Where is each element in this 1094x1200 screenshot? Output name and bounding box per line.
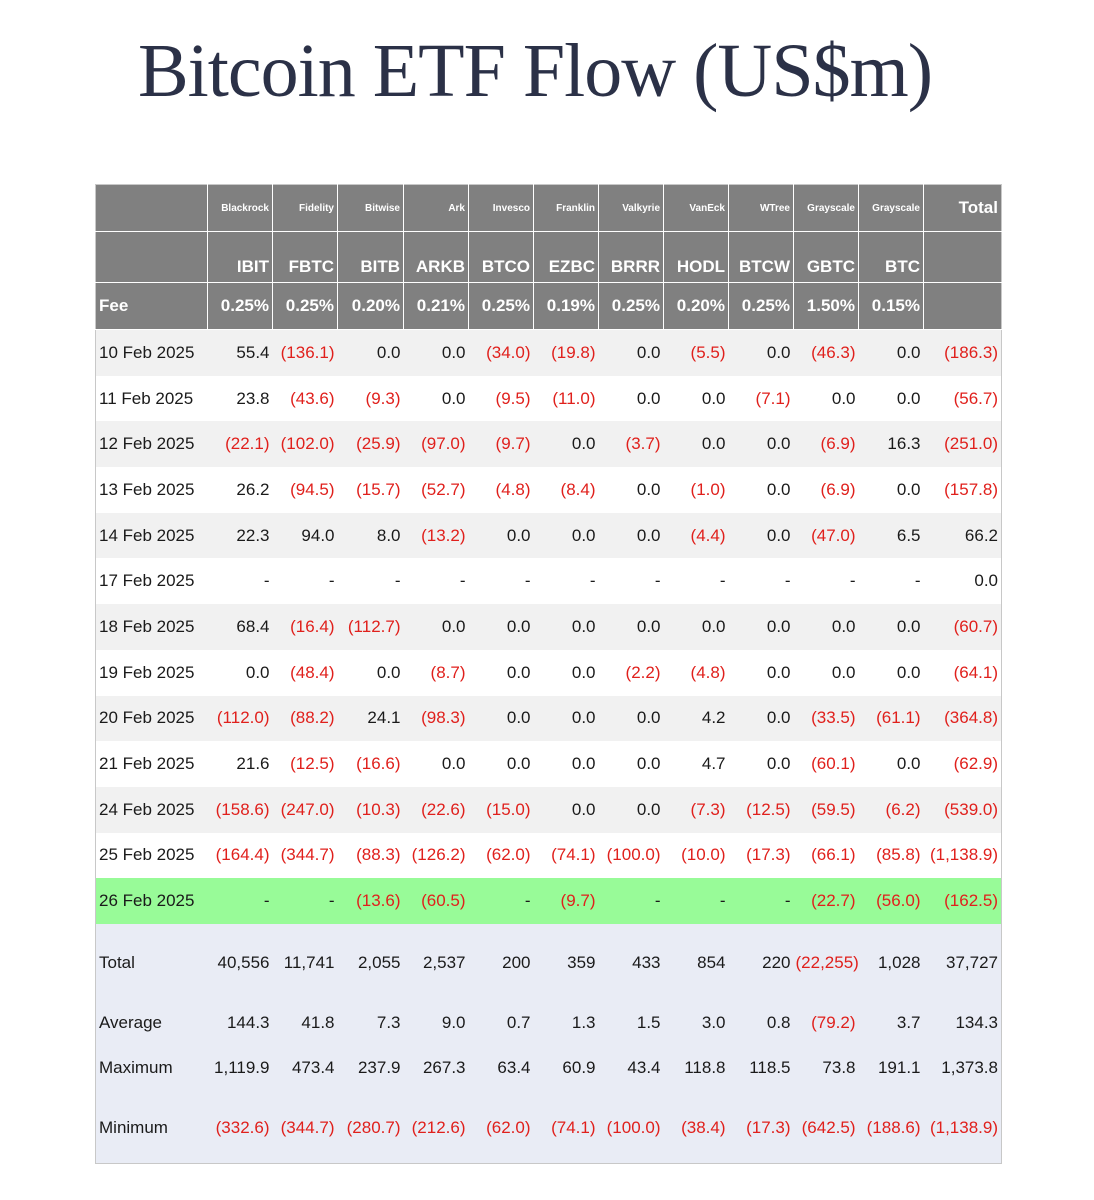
- stat-cell: (280.7): [338, 1093, 404, 1164]
- table-row: [96, 558, 1002, 604]
- date-cell: 18 Feb 2025: [96, 604, 208, 650]
- flow-cell: (3.7): [599, 421, 664, 467]
- issuer-header: Bitwise: [338, 185, 404, 232]
- stat-cell: (62.0): [469, 1093, 534, 1164]
- stat-cell: 433: [599, 924, 664, 1003]
- date-cell: 17 Feb 2025: [96, 558, 208, 604]
- table-header: [96, 185, 1002, 330]
- stat-cell: 1.5: [599, 1003, 664, 1043]
- flow-cell: 0.0: [794, 604, 859, 650]
- stat-row-maximum: [96, 1043, 1002, 1093]
- row-total-cell: 0.0: [924, 558, 1002, 604]
- flow-cell: -: [599, 878, 664, 924]
- stat-total-cell: 134.3: [924, 1003, 1002, 1043]
- stat-cell: 43.4: [599, 1043, 664, 1093]
- issuer-header: Grayscale: [794, 185, 859, 232]
- total-column-header: Total: [924, 185, 1002, 232]
- flow-cell: 0.0: [338, 650, 404, 696]
- issuer-header: VanEck: [664, 185, 729, 232]
- flow-cell: (136.1): [273, 330, 338, 376]
- flow-cell: 6.5: [859, 513, 924, 559]
- flow-cell: (10.0): [664, 833, 729, 879]
- flow-cell: (11.0): [534, 376, 599, 422]
- flow-cell: (126.2): [404, 833, 469, 879]
- stat-row-minimum: [96, 1093, 1002, 1164]
- flow-cell: -: [338, 558, 404, 604]
- etf-flow-table: [95, 184, 1002, 1164]
- flow-cell: (112.7): [338, 604, 404, 650]
- table-row-highlighted: [96, 878, 1002, 924]
- flow-cell: 4.7: [664, 741, 729, 787]
- flow-cell: -: [469, 878, 534, 924]
- flow-cell: (6.2): [859, 787, 924, 833]
- table-row: [96, 696, 1002, 742]
- stat-total-cell: 1,373.8: [924, 1043, 1002, 1093]
- flow-cell: -: [273, 558, 338, 604]
- stat-cell: 3.7: [859, 1003, 924, 1043]
- flow-cell: 24.1: [338, 696, 404, 742]
- fee-cell: 1.50%: [794, 283, 859, 330]
- flow-cell: 0.0: [599, 741, 664, 787]
- ticker-header: GBTC: [794, 232, 859, 283]
- row-total-cell: (64.1): [924, 650, 1002, 696]
- flow-cell: (88.2): [273, 696, 338, 742]
- stat-label: Total: [96, 924, 208, 1003]
- flow-cell: -: [794, 558, 859, 604]
- issuer-header: WTree: [729, 185, 794, 232]
- flow-cell: 0.0: [664, 604, 729, 650]
- fee-row: [96, 283, 1002, 330]
- flow-cell: (100.0): [599, 833, 664, 879]
- flow-cell: (22.1): [208, 421, 273, 467]
- stat-row-total: [96, 924, 1002, 1003]
- ticker-header: FBTC: [273, 232, 338, 283]
- flow-cell: 0.0: [794, 650, 859, 696]
- flow-cell: 0.0: [599, 376, 664, 422]
- flow-cell: (6.9): [794, 421, 859, 467]
- flow-cell: (164.4): [208, 833, 273, 879]
- flow-cell: (22.6): [404, 787, 469, 833]
- stat-cell: 1.3: [534, 1003, 599, 1043]
- issuer-header: Franklin: [534, 185, 599, 232]
- stat-cell: (188.6): [859, 1093, 924, 1164]
- flow-cell: -: [208, 878, 273, 924]
- flow-cell: 0.0: [794, 376, 859, 422]
- table-row: [96, 330, 1002, 376]
- ticker-header: EZBC: [534, 232, 599, 283]
- flow-cell: -: [208, 558, 273, 604]
- flow-cell: (59.5): [794, 787, 859, 833]
- stat-cell: 2,537: [404, 924, 469, 1003]
- flow-cell: (33.5): [794, 696, 859, 742]
- flow-cell: (19.8): [534, 330, 599, 376]
- stat-cell: (22,255): [794, 924, 859, 1003]
- row-total-cell: (251.0): [924, 421, 1002, 467]
- flow-cell: (9.5): [469, 376, 534, 422]
- row-total-cell: 66.2: [924, 513, 1002, 559]
- flow-cell: (43.6): [273, 376, 338, 422]
- flow-cell: 0.0: [599, 696, 664, 742]
- date-cell: 20 Feb 2025: [96, 696, 208, 742]
- flow-cell: 4.2: [664, 696, 729, 742]
- row-total-cell: (56.7): [924, 376, 1002, 422]
- flow-cell: 0.0: [469, 696, 534, 742]
- stat-cell: (79.2): [794, 1003, 859, 1043]
- flow-cell: -: [534, 558, 599, 604]
- date-cell: 13 Feb 2025: [96, 467, 208, 513]
- summary-stats: [96, 924, 1002, 1164]
- flow-cell: (6.9): [794, 467, 859, 513]
- stat-cell: 118.5: [729, 1043, 794, 1093]
- daily-flows: [96, 330, 1002, 924]
- flow-cell: 0.0: [534, 787, 599, 833]
- table-row: [96, 787, 1002, 833]
- flow-cell: (74.1): [534, 833, 599, 879]
- flow-cell: 0.0: [729, 741, 794, 787]
- flow-cell: 0.0: [534, 604, 599, 650]
- flow-cell: 0.0: [469, 741, 534, 787]
- flow-cell: (9.3): [338, 376, 404, 422]
- fee-cell: 0.25%: [469, 283, 534, 330]
- issuer-header: Valkyrie: [599, 185, 664, 232]
- date-cell: 21 Feb 2025: [96, 741, 208, 787]
- flow-cell: -: [273, 878, 338, 924]
- fee-cell: 0.20%: [664, 283, 729, 330]
- stat-cell: 854: [664, 924, 729, 1003]
- flow-cell: (66.1): [794, 833, 859, 879]
- row-total-cell: (162.5): [924, 878, 1002, 924]
- flow-cell: 0.0: [404, 330, 469, 376]
- flow-cell: (4.8): [664, 650, 729, 696]
- flow-cell: (2.2): [599, 650, 664, 696]
- flow-cell: (60.1): [794, 741, 859, 787]
- date-cell: 26 Feb 2025: [96, 878, 208, 924]
- flow-cell: (60.5): [404, 878, 469, 924]
- stat-cell: 0.7: [469, 1003, 534, 1043]
- ticker-header: HODL: [664, 232, 729, 283]
- flow-cell: -: [729, 878, 794, 924]
- flow-cell: (12.5): [273, 741, 338, 787]
- flow-cell: (25.9): [338, 421, 404, 467]
- stat-cell: 3.0: [664, 1003, 729, 1043]
- date-cell: 11 Feb 2025: [96, 376, 208, 422]
- stat-cell: 191.1: [859, 1043, 924, 1093]
- flow-cell: (15.0): [469, 787, 534, 833]
- flow-cell: 22.3: [208, 513, 273, 559]
- row-total-cell: (62.9): [924, 741, 1002, 787]
- flow-cell: -: [404, 558, 469, 604]
- flow-cell: 8.0: [338, 513, 404, 559]
- stat-cell: 9.0: [404, 1003, 469, 1043]
- table-row: [96, 650, 1002, 696]
- date-cell: 14 Feb 2025: [96, 513, 208, 559]
- fee-cell: 0.25%: [729, 283, 794, 330]
- stat-cell: 1,119.9: [208, 1043, 273, 1093]
- flow-cell: (1.0): [664, 467, 729, 513]
- flow-cell: -: [664, 558, 729, 604]
- stat-cell: 237.9: [338, 1043, 404, 1093]
- flow-cell: (56.0): [859, 878, 924, 924]
- flow-cell: -: [729, 558, 794, 604]
- flow-cell: (7.3): [664, 787, 729, 833]
- flow-cell: 21.6: [208, 741, 273, 787]
- flow-cell: 0.0: [469, 650, 534, 696]
- flow-cell: 0.0: [599, 513, 664, 559]
- flow-cell: -: [664, 878, 729, 924]
- row-total-cell: (1,138.9): [924, 833, 1002, 879]
- stat-cell: 200: [469, 924, 534, 1003]
- row-total-cell: (539.0): [924, 787, 1002, 833]
- stat-cell: 40,556: [208, 924, 273, 1003]
- issuer-header: Ark: [404, 185, 469, 232]
- flow-cell: (62.0): [469, 833, 534, 879]
- flow-cell: 0.0: [534, 650, 599, 696]
- stat-total-cell: 37,727: [924, 924, 1002, 1003]
- flow-cell: 0.0: [534, 696, 599, 742]
- stat-cell: 267.3: [404, 1043, 469, 1093]
- fee-cell: 0.25%: [208, 283, 273, 330]
- corner-cell: [96, 232, 208, 283]
- flow-cell: (12.5): [729, 787, 794, 833]
- issuer-header: Invesco: [469, 185, 534, 232]
- flow-cell: (16.4): [273, 604, 338, 650]
- ticker-header: BTC: [859, 232, 924, 283]
- flow-cell: (17.3): [729, 833, 794, 879]
- stat-cell: (212.6): [404, 1093, 469, 1164]
- flow-cell: 0.0: [534, 513, 599, 559]
- corner-cell: [96, 185, 208, 232]
- flow-cell: (7.1): [729, 376, 794, 422]
- flow-cell: 68.4: [208, 604, 273, 650]
- flow-cell: 0.0: [859, 604, 924, 650]
- stat-cell: 60.9: [534, 1043, 599, 1093]
- stat-total-cell: (1,138.9): [924, 1093, 1002, 1164]
- ticker-header-row: [96, 232, 1002, 283]
- fee-cell: 0.25%: [273, 283, 338, 330]
- fee-cell-empty: [924, 283, 1002, 330]
- flow-cell: 0.0: [664, 421, 729, 467]
- flow-cell: 0.0: [404, 376, 469, 422]
- flow-cell: 0.0: [859, 330, 924, 376]
- fee-cell: 0.20%: [338, 283, 404, 330]
- table-row: [96, 604, 1002, 650]
- flow-cell: 0.0: [469, 513, 534, 559]
- flow-cell: (5.5): [664, 330, 729, 376]
- row-total-cell: (186.3): [924, 330, 1002, 376]
- table-row: [96, 513, 1002, 559]
- stat-cell: 11,741: [273, 924, 338, 1003]
- table-row: [96, 467, 1002, 513]
- ticker-header-empty: [924, 232, 1002, 283]
- row-total-cell: (157.8): [924, 467, 1002, 513]
- stat-cell: 2,055: [338, 924, 404, 1003]
- flow-cell: (158.6): [208, 787, 273, 833]
- flow-cell: 0.0: [729, 604, 794, 650]
- flow-cell: 0.0: [469, 604, 534, 650]
- flow-cell: 55.4: [208, 330, 273, 376]
- flow-cell: (46.3): [794, 330, 859, 376]
- flow-cell: (94.5): [273, 467, 338, 513]
- stat-cell: (17.3): [729, 1093, 794, 1164]
- ticker-header: BTCW: [729, 232, 794, 283]
- flow-cell: 26.2: [208, 467, 273, 513]
- flow-cell: -: [599, 558, 664, 604]
- flow-cell: (10.3): [338, 787, 404, 833]
- flow-cell: 0.0: [729, 696, 794, 742]
- flow-cell: (112.0): [208, 696, 273, 742]
- stat-cell: 118.8: [664, 1043, 729, 1093]
- stat-cell: 359: [534, 924, 599, 1003]
- row-total-cell: (60.7): [924, 604, 1002, 650]
- stat-cell: 144.3: [208, 1003, 273, 1043]
- stat-cell: (74.1): [534, 1093, 599, 1164]
- date-cell: 25 Feb 2025: [96, 833, 208, 879]
- flow-cell: (247.0): [273, 787, 338, 833]
- ticker-header: BRRR: [599, 232, 664, 283]
- stat-cell: 73.8: [794, 1043, 859, 1093]
- issuer-header: Fidelity: [273, 185, 338, 232]
- stat-cell: (100.0): [599, 1093, 664, 1164]
- issuer-header-row: [96, 185, 1002, 232]
- flow-cell: 0.0: [664, 376, 729, 422]
- stat-cell: (332.6): [208, 1093, 273, 1164]
- table-row: [96, 376, 1002, 422]
- flow-cell: (13.6): [338, 878, 404, 924]
- flow-cell: (15.7): [338, 467, 404, 513]
- stat-cell: 1,028: [859, 924, 924, 1003]
- flow-cell: -: [469, 558, 534, 604]
- flow-cell: (52.7): [404, 467, 469, 513]
- fee-label: Fee: [96, 283, 208, 330]
- ticker-header: BITB: [338, 232, 404, 283]
- flow-cell: (47.0): [794, 513, 859, 559]
- fee-cell: 0.21%: [404, 283, 469, 330]
- stat-cell: 220: [729, 924, 794, 1003]
- stat-cell: (38.4): [664, 1093, 729, 1164]
- flow-cell: (98.3): [404, 696, 469, 742]
- stat-label: Maximum: [96, 1043, 208, 1093]
- stat-cell: 41.8: [273, 1003, 338, 1043]
- flow-cell: 0.0: [859, 376, 924, 422]
- stat-cell: 63.4: [469, 1043, 534, 1093]
- flow-cell: 0.0: [208, 650, 273, 696]
- ticker-header: BTCO: [469, 232, 534, 283]
- flow-cell: (102.0): [273, 421, 338, 467]
- flow-cell: 0.0: [729, 467, 794, 513]
- flow-cell: 0.0: [404, 604, 469, 650]
- table-row: [96, 833, 1002, 879]
- date-cell: 24 Feb 2025: [96, 787, 208, 833]
- flow-cell: (9.7): [534, 878, 599, 924]
- flow-cell: (8.7): [404, 650, 469, 696]
- stat-cell: 473.4: [273, 1043, 338, 1093]
- stat-cell: (642.5): [794, 1093, 859, 1164]
- flow-cell: 0.0: [599, 787, 664, 833]
- date-cell: 10 Feb 2025: [96, 330, 208, 376]
- flow-cell: (61.1): [859, 696, 924, 742]
- flow-cell: 94.0: [273, 513, 338, 559]
- flow-cell: (344.7): [273, 833, 338, 879]
- flow-cell: (4.4): [664, 513, 729, 559]
- date-cell: 12 Feb 2025: [96, 421, 208, 467]
- stat-cell: (344.7): [273, 1093, 338, 1164]
- flow-cell: 0.0: [729, 513, 794, 559]
- stat-label: Average: [96, 1003, 208, 1043]
- date-cell: 19 Feb 2025: [96, 650, 208, 696]
- flow-cell: -: [859, 558, 924, 604]
- flow-cell: 0.0: [599, 604, 664, 650]
- flow-cell: (13.2): [404, 513, 469, 559]
- flow-cell: 0.0: [338, 330, 404, 376]
- flow-cell: (85.8): [859, 833, 924, 879]
- flow-cell: 0.0: [859, 650, 924, 696]
- flow-cell: (88.3): [338, 833, 404, 879]
- table-row: [96, 741, 1002, 787]
- flow-cell: (48.4): [273, 650, 338, 696]
- page-title: Bitcoin ETF Flow (US$m): [137, 29, 933, 113]
- flow-cell: (16.6): [338, 741, 404, 787]
- row-total-cell: (364.8): [924, 696, 1002, 742]
- flow-cell: 0.0: [729, 330, 794, 376]
- flow-cell: 0.0: [534, 421, 599, 467]
- ticker-header: IBIT: [208, 232, 273, 283]
- flow-cell: (97.0): [404, 421, 469, 467]
- flow-cell: (4.8): [469, 467, 534, 513]
- flow-cell: 0.0: [534, 741, 599, 787]
- flow-cell: (8.4): [534, 467, 599, 513]
- flow-cell: 0.0: [729, 650, 794, 696]
- flow-cell: (34.0): [469, 330, 534, 376]
- flow-cell: 0.0: [599, 330, 664, 376]
- flow-cell: 16.3: [859, 421, 924, 467]
- table-row: [96, 421, 1002, 467]
- flow-cell: (22.7): [794, 878, 859, 924]
- fee-cell: 0.15%: [859, 283, 924, 330]
- issuer-header: Grayscale: [859, 185, 924, 232]
- flow-cell: (9.7): [469, 421, 534, 467]
- ticker-header: ARKB: [404, 232, 469, 283]
- flow-cell: 0.0: [404, 741, 469, 787]
- fee-cell: 0.19%: [534, 283, 599, 330]
- flow-cell: 0.0: [859, 467, 924, 513]
- stat-row-average: [96, 1003, 1002, 1043]
- stat-label: Minimum: [96, 1093, 208, 1164]
- flow-cell: 0.0: [599, 467, 664, 513]
- flow-cell: 0.0: [859, 741, 924, 787]
- flow-cell: 23.8: [208, 376, 273, 422]
- flow-cell: 0.0: [729, 421, 794, 467]
- fee-cell: 0.25%: [599, 283, 664, 330]
- issuer-header: Blackrock: [208, 185, 273, 232]
- stat-cell: 7.3: [338, 1003, 404, 1043]
- stat-cell: 0.8: [729, 1003, 794, 1043]
